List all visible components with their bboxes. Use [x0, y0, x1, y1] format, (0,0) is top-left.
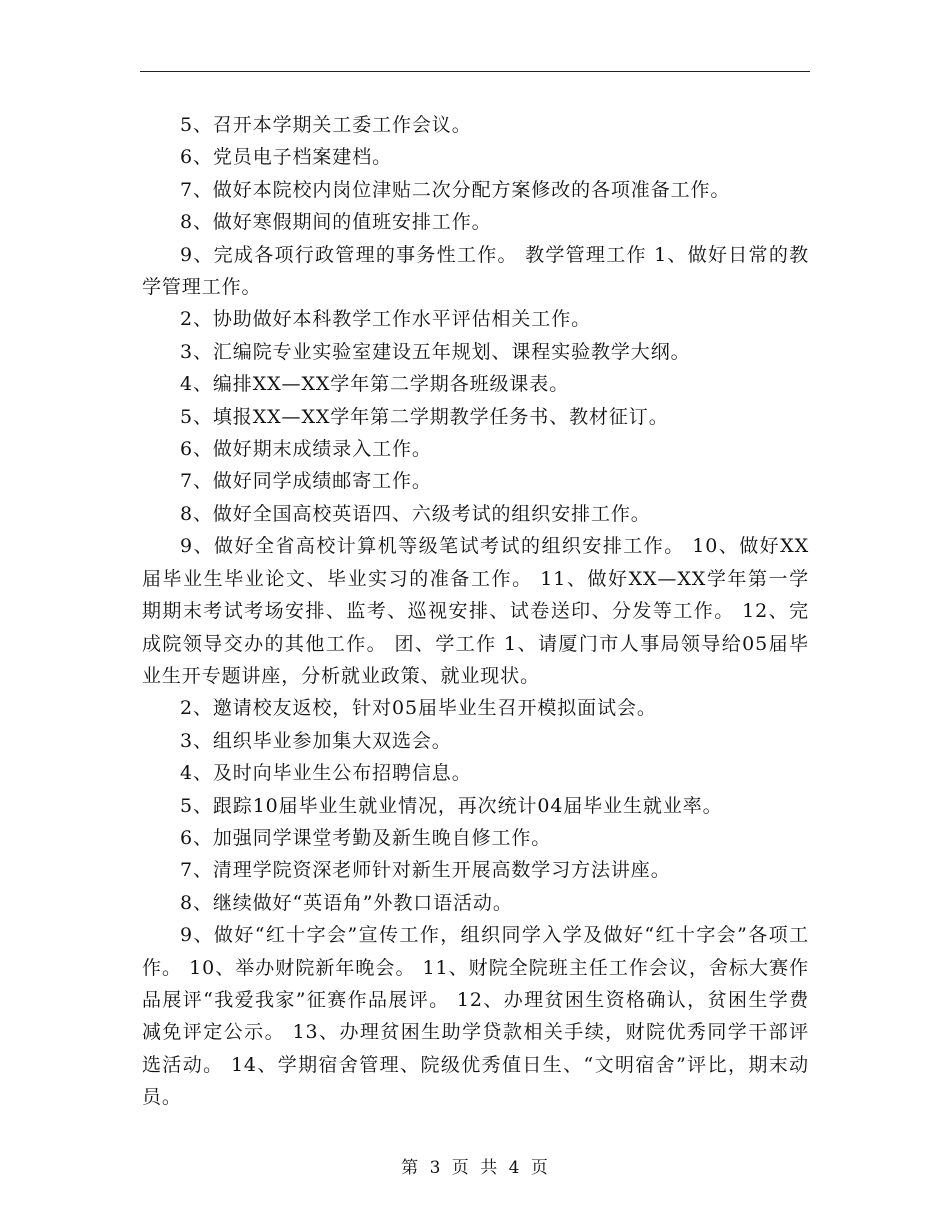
paragraph: 2、协助做好本科教学工作水平评估相关工作。 [180, 308, 591, 331]
paragraph: 9、做好“红十字会”宣传工作，组织同学入学及做好“红十字会”各项工作。 10、举办财院新年晚会。 11、财院全院班主任工作会议，舍标大赛作品展评“我爱我家”征赛作品展评。 12、办理贫困生资格确认，贫困生学费减免评定公示。 13、办理贫困生助学贷款相关手续，财院优秀同学干部评选活动。 14、学期宿舍管理、院级优秀值日生、“文明宿舍”评比，期末动员。 [142, 924, 809, 1109]
paragraph: 7、做好同学成绩邮寄工作。 [180, 470, 432, 493]
header-rule [140, 71, 810, 72]
paragraph: 8、做好全国高校英语四、六级考试的组织安排工作。 [180, 502, 651, 525]
paragraph: 3、组织毕业参加集大双选会。 [180, 729, 452, 752]
paragraph: 5、召开本学期关工委工作会议。 [180, 114, 472, 136]
paragraph: 4、及时向毕业生公布招聘信息。 [180, 762, 472, 785]
paragraph: 8、继续做好“英语角”外教口语活动。 [180, 891, 513, 914]
paragraph: 5、填报XX—XX学年第二学期教学任务书、教材征订。 [180, 405, 669, 428]
paragraph: 2、邀请校友返校，针对05届毕业生召开模拟面试会。 [180, 697, 657, 720]
paragraph: 9、做好全省高校计算机等级笔试考试的组织安排工作。 10、做好XX届毕业生毕业论文、毕业实习的准备工作。 11、做好XX—XX学年第一学期期末考试考场安排、监考、巡视安排、试卷送印、分发等工作。 12、完成院领导交办的其他工作。 团、学工作 1、请厦门市人事局领导给05届毕业生开专题讲座，分析就业政策、就业现状。 [142, 535, 809, 687]
paragraph: 6、党员电子档案建档。 [180, 146, 392, 169]
paragraph: 3、汇编院专业实验室建设五年规划、课程实验教学大纲。 [180, 340, 691, 363]
paragraph: 6、做好期末成绩录入工作。 [180, 438, 432, 461]
paragraph: 5、跟踪10届毕业生就业情况，再次统计04届毕业生就业率。 [180, 794, 723, 817]
page-number-footer: 第 3 页 共 4 页 [401, 1158, 549, 1178]
paragraph: 7、清理学院资深老师针对新生开展高数学习方法讲座。 [180, 859, 671, 882]
paragraph: 7、做好本院校内岗位津贴二次分配方案修改的各项准备工作。 [180, 178, 731, 201]
paragraph: 8、做好寒假期间的值班安排工作。 [180, 211, 492, 234]
paragraph: 9、完成各项行政管理的事务性工作。 教学管理工作 1、做好日常的教学管理工作。 [142, 243, 809, 299]
paragraph: 6、加强同学课堂考勤及新生晚自修工作。 [180, 826, 552, 849]
document-body [142, 109, 809, 1114]
paragraph: 4、编排XX—XX学年第二学期各班级课表。 [180, 373, 570, 396]
